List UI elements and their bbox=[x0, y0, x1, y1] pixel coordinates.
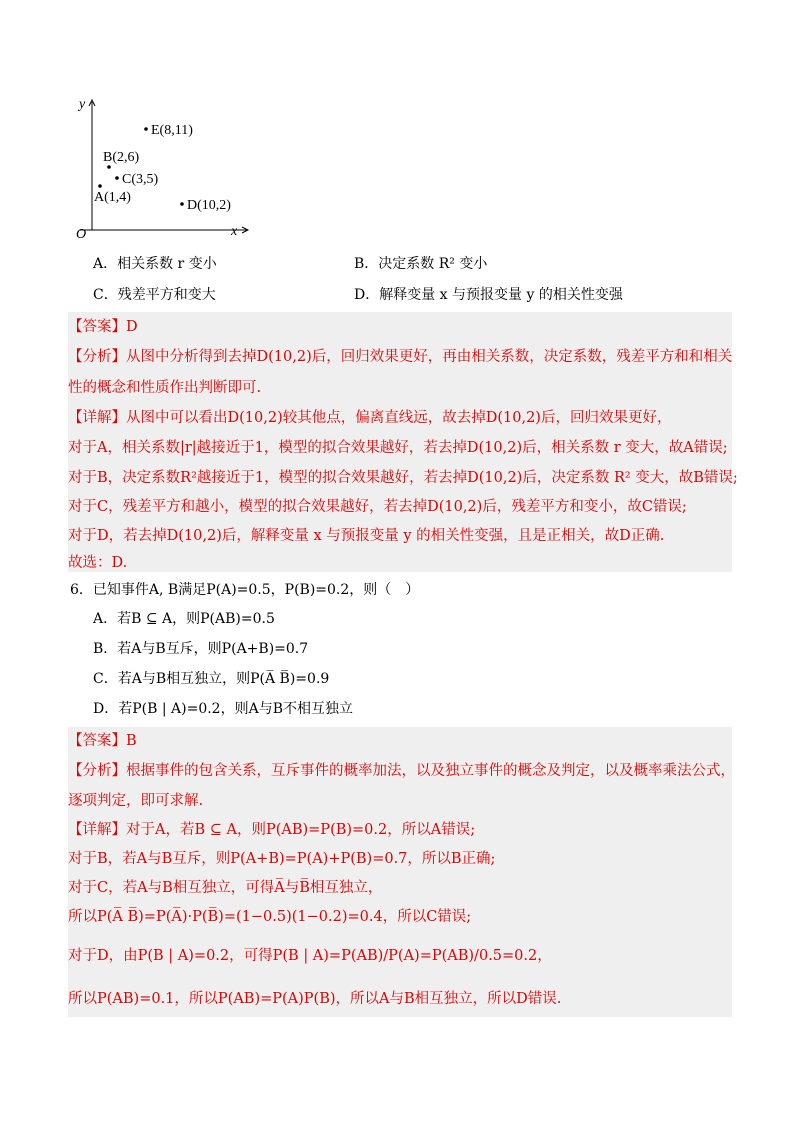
q5-detail-line2: 对于A，相关系数|r|越接近于1，模型的拟合效果越好，若去掉D(10,2)后，相关系数 r 变大，故A错误; bbox=[68, 440, 728, 456]
q5-detail-line3: 对于B，决定系数R²越接近于1，模型的拟合效果越好，若去掉D(10,2)后，决定系数 R² 变大，故B错误; bbox=[68, 470, 738, 486]
q6-analysis-line2: 逐项判定，即可求解. bbox=[68, 793, 204, 809]
q6-stem: 6．已知事件A, B满足P(A)=0.5，P(B)=0.2，则（ ） bbox=[70, 582, 420, 598]
point-b bbox=[107, 165, 111, 169]
q6-analysis-line1: 【分析】根据事件的包含关系，互斥事件的概率加法，以及独立事件的概念及判定，以及概率乘法公式， bbox=[68, 763, 735, 779]
x-axis-label: x bbox=[231, 224, 238, 239]
q5-analysis-line1: 【分析】从图中分析得到去掉D(10,2)后，回归效果更好，再由相关系数，决定系数，残差平方和和相关 bbox=[68, 349, 733, 365]
q6-detail-line2: 对于B，若A与B互斥，则P(A+B)=P(A)+P(B)=0.7，所以B正确; bbox=[68, 851, 496, 867]
q5-option-b: B．决定系数 R² 变小 bbox=[354, 256, 488, 272]
point-c-label: C(3,5) bbox=[122, 172, 159, 187]
q5-detail-line4: 对于C，残差平方和越小，模型的拟合效果越好，若去掉D(10,2)后，残差平方和变小，故C错误; bbox=[68, 499, 687, 515]
q6-detail-line1: 【详解】对于A，若B ⊆ A，则P(AB)=P(B)=0.2，所以A错误; bbox=[68, 822, 476, 838]
q6-detail-line4: 所以P(A̅ B̅)=P(A̅)·P(B̅)=(1−0.5)(1−0.2)=0.4，所以C错误; bbox=[68, 909, 472, 925]
origin-label: O bbox=[76, 227, 87, 242]
y-axis-label: y bbox=[79, 97, 86, 112]
point-d-label: D(10,2) bbox=[187, 198, 231, 213]
point-a bbox=[98, 184, 102, 188]
q5-analysis-line2: 性的概念和性质作出判断即可. bbox=[68, 380, 262, 396]
q5-option-a: A．相关系数 r 变小 bbox=[93, 256, 217, 272]
q6-option-a: A．若B ⊆ A，则P(AB)=0.5 bbox=[93, 611, 275, 627]
q6-answer: 【答案】B bbox=[68, 733, 137, 749]
q6-option-d: D．若P(B | A)=0.2，则A与B不相互独立 bbox=[93, 701, 353, 717]
q5-option-d: D．解释变量 x 与预报变量 y 的相关性变强 bbox=[354, 287, 623, 303]
q5-option-c: C．残差平方和变大 bbox=[93, 287, 216, 303]
q5-detail-line1: 【详解】从图中可以看出D(10,2)较其他点，偏离直线远，故去掉D(10,2)后，回归效果更好， bbox=[68, 410, 672, 426]
q6-option-b: B．若A与B互斥，则P(A+B)=0.7 bbox=[93, 641, 309, 657]
q5-detail-line5: 对于D，若去掉D(10,2)后，解释变量 x 与预报变量 y 的相关性变强，且是正相关，故D正确. bbox=[68, 528, 665, 544]
scatter-figure bbox=[70, 92, 260, 242]
point-e-label: E(8,11) bbox=[151, 123, 193, 138]
point-a-label: A(1,4) bbox=[94, 190, 131, 205]
q5-detail-line6: 故选：D. bbox=[68, 555, 128, 571]
q6-detail-line6: 所以P(AB)=0.1，所以P(AB)=P(A)P(B)，所以A与B相互独立，所以D错误. bbox=[68, 991, 562, 1007]
q5-answer: 【答案】D bbox=[68, 319, 138, 335]
point-c bbox=[115, 176, 119, 180]
q6-option-c: C．若A与B相互独立，则P(A̅ B̅)=0.9 bbox=[93, 671, 330, 687]
q6-detail-line3: 对于C，若A与B相互独立，可得A̅与B̅相互独立， bbox=[68, 880, 383, 896]
point-b-label: B(2,6) bbox=[103, 150, 140, 165]
point-d bbox=[180, 202, 184, 206]
q6-detail-line5: 对于D，由P(B | A)=0.2，可得P(B | A)=P(AB)/P(A)=P(AB)/0.5=0.2， bbox=[68, 948, 552, 964]
point-e bbox=[144, 127, 148, 131]
